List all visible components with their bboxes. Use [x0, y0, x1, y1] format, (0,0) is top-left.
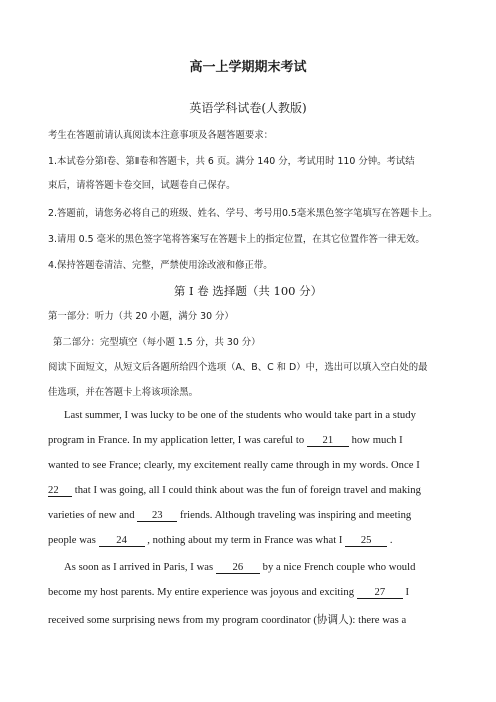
passage-text: by a nice French couple who would — [262, 562, 416, 573]
passage-text: . — [389, 535, 393, 546]
passage-text: friends. Although traveling was inspiring and meeting — [180, 510, 412, 521]
blank-24: 24 — [99, 535, 145, 547]
passage-line — [48, 587, 450, 599]
section-heading: 第 I 卷 选择题（共 100 分） — [173, 284, 323, 298]
instructions-intro: 考生在答题前请认真阅读本注意事项及各题答题要求： — [48, 130, 274, 141]
passage-line: Last summer, I was lucky to be one of the students who would take part in a study — [64, 410, 416, 421]
passage-text: As soon as I arrived in Paris, I was — [64, 562, 214, 573]
blank-21: 21 — [307, 435, 349, 447]
passage-line: wanted to see France; clearly, my excitement really came through in my words. Once I — [48, 460, 420, 471]
passage-line — [48, 485, 450, 497]
instruction-item-2: 2.答题前，请您务必将自己的班级、姓名、学号、考号用0.5毫米黑色签字笔填写在答题卡上。 — [48, 208, 438, 219]
passage-text: become my host parents. My entire experience was joyous and exciting — [48, 587, 355, 598]
instruction-item-4: 4.保持答题卷清洁、完整，严禁使用涂改液和修正带。 — [48, 260, 273, 271]
instruction-item-3: 3.请用 0.5 毫米的黑色签字笔将答案写在答题卡上的指定位置，在其它位置作答一律无效。 — [48, 234, 425, 245]
passage-line — [48, 535, 450, 547]
directions-line-2: 佳选项，并在答题卡上将该项涂黑。 — [48, 387, 199, 398]
blank-23: 23 — [137, 510, 177, 522]
passage-line: received some surprising news from my program coordinator (协调人): there was a — [48, 615, 407, 626]
passage-line — [48, 435, 450, 447]
passage-line — [64, 562, 466, 574]
exam-title: 高一上学期期末考试 — [189, 60, 307, 75]
passage-text: I — [405, 587, 410, 598]
instruction-item-1-line-2: 束后，请将答题卡卷交回，试题卷自己保存。 — [48, 180, 236, 191]
directions-line-1: 阅读下面短文，从短文后各题所给四个选项（A、B、C 和 D）中，选出可以填入空白处的最 — [48, 362, 428, 373]
blank-26: 26 — [216, 562, 260, 574]
part-1-heading: 第一部分：听力（共 20 小题，满分 30 分） — [48, 311, 234, 322]
passage-line — [48, 510, 450, 522]
passage-text: people was — [48, 535, 96, 546]
instruction-item-1-line-1: 1.本试卷分第Ⅰ卷、第Ⅱ卷和答题卡，共 6 页。满分 140 分，考试用时 110 分钟。考试结 — [48, 156, 415, 167]
passage-text: program in France. In my application letter, I was careful to — [48, 435, 305, 446]
blank-27: 27 — [357, 587, 403, 599]
passage-text: , nothing about my term in France was what I — [147, 535, 343, 546]
passage-text: that I was going, all I could think about was the fun of foreign travel and making — [74, 485, 421, 496]
part-2-heading: 第二部分：完型填空（每小题 1.5 分，共 30 分） — [53, 337, 261, 348]
blank-22: 22 — [48, 485, 72, 497]
passage-text: varieties of new and — [48, 510, 135, 521]
exam-subtitle: 英语学科试卷(人教版) — [189, 101, 307, 115]
passage-text: how much I — [351, 435, 403, 446]
blank-25: 25 — [345, 535, 387, 547]
